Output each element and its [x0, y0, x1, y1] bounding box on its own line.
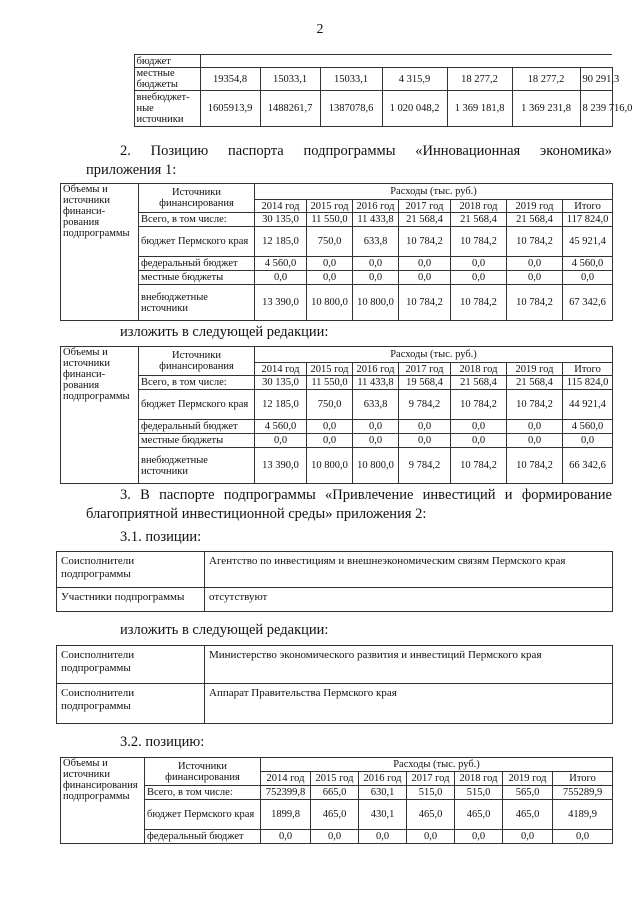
year-header: 2016 год — [353, 363, 399, 376]
row-key: Участники подпрограммы — [57, 588, 205, 612]
expenses-header: Расходы (тыс. руб.) — [261, 758, 613, 772]
table-cell: 10 784,2 — [507, 448, 563, 484]
table-cell: внебюджет-ные источники — [134, 91, 200, 127]
year-header: Итого — [563, 363, 613, 376]
table-cell: 752399,8 — [261, 786, 311, 800]
table-cell: 0,0 — [307, 434, 353, 448]
table-cell: 10 800,0 — [307, 448, 353, 484]
table-cell: 0,0 — [451, 420, 507, 434]
table-cell: 4189,9 — [553, 800, 613, 830]
row-value: Министерство экономического развития и инвестиций Пермского края — [205, 646, 613, 684]
table-cell: 1 369 231,8 — [512, 91, 580, 127]
table-row — [61, 257, 613, 271]
table-cell: 21 568,4 — [399, 213, 451, 227]
year-header: 2016 год — [359, 772, 407, 786]
year-header: Итого — [563, 200, 613, 213]
table-cell: 1899,8 — [261, 800, 311, 830]
table-cell: 0,0 — [399, 271, 451, 285]
row-label: Всего, в том числе: — [139, 213, 255, 227]
table-cell: 0,0 — [399, 420, 451, 434]
table-cell: 21 568,4 — [507, 376, 563, 390]
table-row — [61, 390, 613, 420]
table-cell: 11 433,8 — [353, 376, 399, 390]
table-cell: 515,0 — [407, 786, 455, 800]
table-cell: 1 369 181,8 — [447, 91, 512, 127]
table-cell: 0,0 — [399, 434, 451, 448]
row-label: федеральный бюджет — [139, 420, 255, 434]
table-cell: 465,0 — [455, 800, 503, 830]
year-header: 2014 год — [261, 772, 311, 786]
year-header: 2017 год — [399, 363, 451, 376]
page-number: 2 — [316, 22, 324, 37]
finance-table-invest — [60, 757, 613, 844]
table-cell: 0,0 — [353, 420, 399, 434]
table-cell: 630,1 — [359, 786, 407, 800]
edit-line-2: изложить в следующей редакции: — [120, 622, 329, 638]
table-cell: 0,0 — [503, 830, 553, 844]
table-cell: 665,0 — [311, 786, 359, 800]
edit-line: изложить в следующей редакции: — [120, 324, 329, 340]
table-cell: 0,0 — [563, 271, 613, 285]
year-header: 2018 год — [451, 363, 507, 376]
table-row — [61, 227, 613, 257]
table-cell: 4 560,0 — [563, 420, 613, 434]
table-row — [57, 588, 613, 612]
table-cell: 430,1 — [359, 800, 407, 830]
year-header: 2017 год — [399, 200, 451, 213]
table-cell: 750,0 — [307, 390, 353, 420]
row-label: бюджет Пермского края — [145, 800, 261, 830]
table-cell: 0,0 — [507, 271, 563, 285]
table-cell: 44 921,4 — [563, 390, 613, 420]
table-row — [61, 420, 613, 434]
table-row — [60, 68, 612, 91]
table-cell: 67 342,6 — [563, 285, 613, 321]
row-label: Всего, в том числе: — [145, 786, 261, 800]
table-cell: 0,0 — [563, 434, 613, 448]
table-cell: бюджет — [134, 55, 200, 68]
table-cell: 117 824,0 — [563, 213, 613, 227]
year-header: 2016 год — [353, 200, 399, 213]
year-header: 2017 год — [407, 772, 455, 786]
coexecutors-table-old — [56, 551, 613, 612]
table-cell: 0,0 — [451, 271, 507, 285]
table-cell: 115 824,0 — [563, 376, 613, 390]
row-key: Соисполнители подпрограммы — [57, 684, 205, 724]
year-header: 2019 год — [503, 772, 553, 786]
table-cell: 4 560,0 — [255, 257, 307, 271]
table-cell: 1605913,9 — [200, 91, 260, 127]
table-row — [57, 684, 613, 724]
table-cell: 30 135,0 — [255, 376, 307, 390]
finance-table-old — [60, 183, 613, 321]
table-cell: 465,0 — [407, 800, 455, 830]
table-cell: 45 921,4 — [563, 227, 613, 257]
year-header: 2015 год — [311, 772, 359, 786]
table-cell: 18 277,2 — [447, 68, 512, 91]
table-cell: 10 800,0 — [353, 285, 399, 321]
table-cell: 10 800,0 — [353, 448, 399, 484]
row-label: местные бюджеты — [139, 271, 255, 285]
row-label: бюджет Пермского края — [139, 227, 255, 257]
table-cell: 0,0 — [307, 271, 353, 285]
table-cell: 66 342,6 — [563, 448, 613, 484]
table-row — [60, 91, 612, 127]
year-header: 2014 год — [255, 200, 307, 213]
subsection-3-2: 3.2. позицию: — [120, 734, 205, 750]
table-cell: 0,0 — [353, 271, 399, 285]
finance-volumes-label: Объемы и источники финанси-рования подпрограммы — [61, 184, 139, 321]
table-cell: 21 568,4 — [507, 213, 563, 227]
table-cell: 0,0 — [307, 420, 353, 434]
table-cell: 12 185,0 — [255, 390, 307, 420]
table-cell: 4 560,0 — [255, 420, 307, 434]
table-cell: 565,0 — [503, 786, 553, 800]
year-header: Итого — [553, 772, 613, 786]
table-cell: 10 800,0 — [307, 285, 353, 321]
table-cell: 0,0 — [507, 434, 563, 448]
table-cell: 633,8 — [353, 227, 399, 257]
table-cell: 0,0 — [451, 257, 507, 271]
table-cell: 15033,1 — [320, 68, 382, 91]
expenses-header: Расходы (тыс. руб.) — [255, 347, 613, 363]
table-cell: 0,0 — [399, 257, 451, 271]
table-cell: 0,0 — [255, 434, 307, 448]
table-cell: 21 568,4 — [451, 213, 507, 227]
paragraph-3-cont: благоприятной инвестиционной среды» приложения 2: — [86, 506, 427, 522]
table-cell: 0,0 — [307, 257, 353, 271]
year-header: 2014 год — [255, 363, 307, 376]
table-row — [61, 376, 613, 390]
table-row — [61, 285, 613, 321]
table-cell: 0,0 — [507, 420, 563, 434]
sources-header: Источники финансирования — [145, 758, 261, 786]
table-row — [61, 271, 613, 285]
expenses-header: Расходы (тыс. руб.) — [255, 184, 613, 200]
table-cell: 10 784,2 — [507, 227, 563, 257]
sources-header: Источники финансирования — [139, 184, 255, 213]
year-header: 2019 год — [507, 200, 563, 213]
finance-volumes-label: Объемы и источники финанси-рования подпрограммы — [61, 347, 139, 484]
table-cell: 10 784,2 — [451, 227, 507, 257]
table-row — [61, 213, 613, 227]
table-cell: 19 568,4 — [399, 376, 451, 390]
table-cell: 1488261,7 — [260, 91, 320, 127]
table-cell: 13 390,0 — [255, 285, 307, 321]
table-cell: 10 784,2 — [399, 227, 451, 257]
table-cell: 10 784,2 — [507, 285, 563, 321]
row-value: Агентство по инвестициям и внешнеэкономическим связям Пермского края — [205, 552, 613, 588]
table-cell: 0,0 — [507, 257, 563, 271]
table-cell: 12 185,0 — [255, 227, 307, 257]
table-cell: 0,0 — [455, 830, 503, 844]
sources-header: Источники финансирования — [139, 347, 255, 376]
table-cell: 9 784,2 — [399, 448, 451, 484]
table-cell: 10 784,2 — [399, 285, 451, 321]
coexecutors-table-new — [56, 645, 613, 724]
table-cell: 515,0 — [455, 786, 503, 800]
year-header: 2015 год — [307, 200, 353, 213]
table-cell: 755289,9 — [553, 786, 613, 800]
table-cell: 15033,1 — [260, 68, 320, 91]
finance-volumes-label: Объемы и источники финансирования подпрограммы — [61, 758, 145, 844]
table-cell: 633,8 — [353, 390, 399, 420]
year-header: 2018 год — [455, 772, 503, 786]
table-cell: 11 550,0 — [307, 376, 353, 390]
row-label: федеральный бюджет — [139, 257, 255, 271]
row-key: Соисполнители подпрограммы — [57, 646, 205, 684]
table-cell: 0,0 — [261, 830, 311, 844]
table-cell: 30 135,0 — [255, 213, 307, 227]
table-cell: 465,0 — [503, 800, 553, 830]
row-label: внебюджетные источники — [139, 285, 255, 321]
table-cell: 1387078,6 — [320, 91, 382, 127]
table-cell: 9 784,2 — [399, 390, 451, 420]
finance-table-new — [60, 346, 613, 484]
paragraph-2: 2. Позицию паспорта подпрограммы «Инновационная экономика» — [120, 143, 612, 159]
table-cell: 0,0 — [451, 434, 507, 448]
year-header: 2019 год — [507, 363, 563, 376]
subsection-3-1: 3.1. позиции: — [120, 529, 202, 545]
table-cell: 21 568,4 — [451, 376, 507, 390]
row-label: внебюджетные источники — [139, 448, 255, 484]
row-label: Всего, в том числе: — [139, 376, 255, 390]
table-cell: 1 020 048,2 — [382, 91, 447, 127]
table-cell: 18 277,2 — [512, 68, 580, 91]
row-value: Аппарат Правительства Пермского края — [205, 684, 613, 724]
table-cell: 4 315,9 — [382, 68, 447, 91]
row-label: федеральный бюджет — [145, 830, 261, 844]
table-cell: 0,0 — [359, 830, 407, 844]
table-cell: 10 784,2 — [507, 390, 563, 420]
table-row — [57, 646, 613, 684]
table-cell: 8 239 716,0 — [580, 91, 612, 127]
table-cell: 0,0 — [353, 257, 399, 271]
table-row — [61, 448, 613, 484]
table-row — [57, 552, 613, 588]
table-cell: 750,0 — [307, 227, 353, 257]
year-header: 2015 год — [307, 363, 353, 376]
paragraph-2-cont: приложения 1: — [86, 162, 177, 178]
table-cell: 13 390,0 — [255, 448, 307, 484]
table-cell: 0,0 — [553, 830, 613, 844]
row-label: бюджет Пермского края — [139, 390, 255, 420]
table-cell: местные бюджеты — [134, 68, 200, 91]
year-header: 2018 год — [451, 200, 507, 213]
table-row — [61, 434, 613, 448]
table-cell: 11 433,8 — [353, 213, 399, 227]
table-cell: 11 550,0 — [307, 213, 353, 227]
table-cell: 10 784,2 — [451, 448, 507, 484]
paragraph-3: 3. В паспорте подпрограммы «Привлечение инвестиций и формирование — [120, 487, 612, 503]
table-cell: 465,0 — [311, 800, 359, 830]
table-cell: 0,0 — [353, 434, 399, 448]
table-cell: 4 560,0 — [563, 257, 613, 271]
row-value: отсутствуют — [205, 588, 613, 612]
row-key: Соисполнители подпрограммы — [57, 552, 205, 588]
table-cell: 0,0 — [255, 271, 307, 285]
table-cell: 0,0 — [407, 830, 455, 844]
top-table — [60, 54, 633, 127]
table-cell: 90 291,3 — [580, 68, 612, 91]
row-label: местные бюджеты — [139, 434, 255, 448]
table-cell: 10 784,2 — [451, 285, 507, 321]
table-cell: 19354,8 — [200, 68, 260, 91]
table-cell: 0,0 — [311, 830, 359, 844]
table-cell: 10 784,2 — [451, 390, 507, 420]
